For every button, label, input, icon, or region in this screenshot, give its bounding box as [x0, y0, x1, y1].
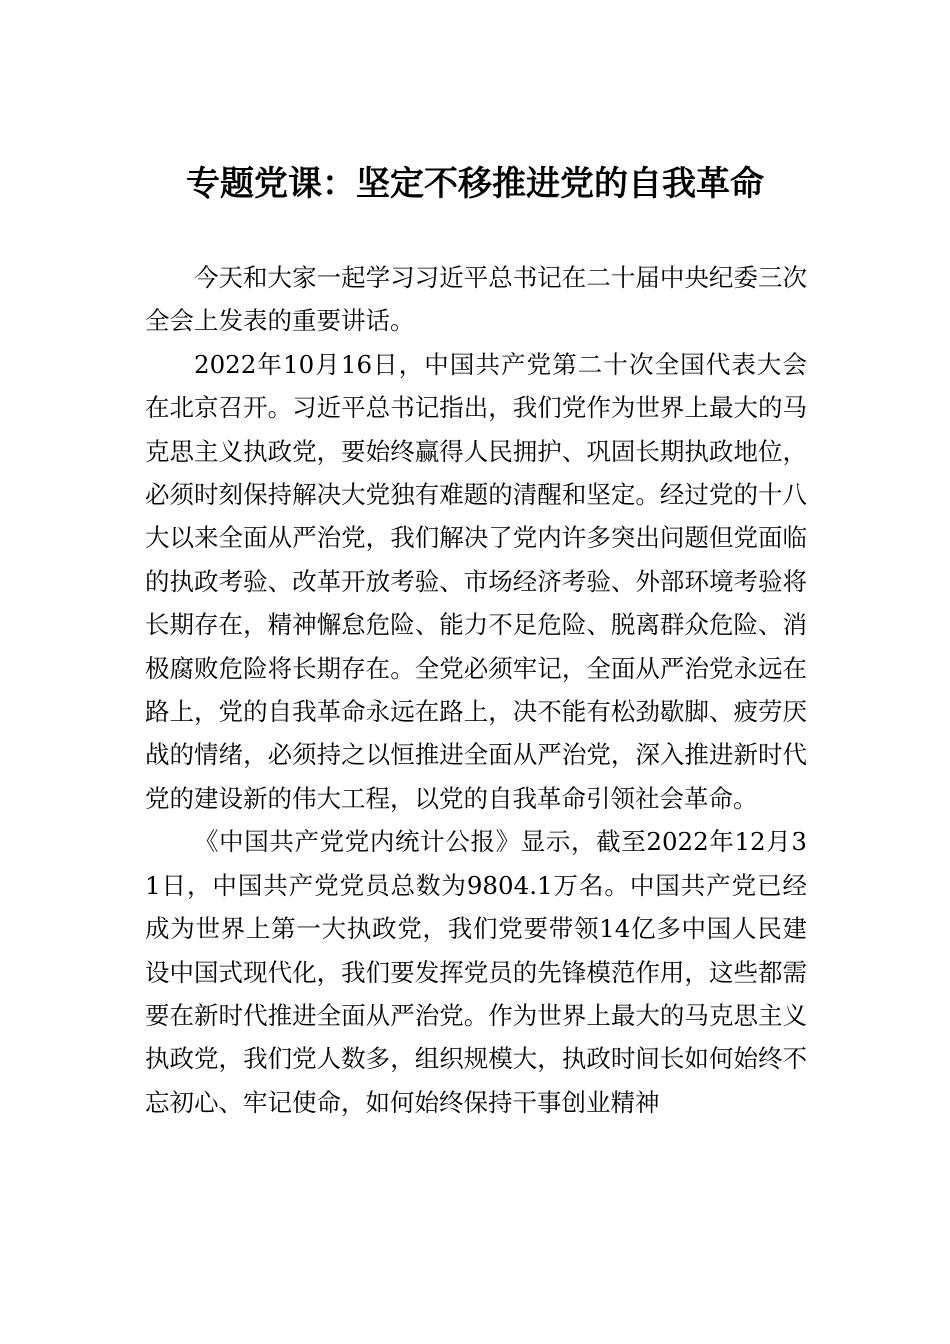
paragraph-statistics: 《中国共产党党内统计公报》显示，截至2022年12月31日，中国共产党党员总数为9804.1万名。中国共产党已经成为世界上第一大执政党，我们党要带领14亿多中国人民建设中国式现代化，我们要发挥党员的先锋模范作用，这些都需要在新时代推进全面从严治党。作为世界上最大的马克思主义执政党，我们党人数多，组织规模大，执政时间长如何始终不忘初心、牢记使命，如何始终保持干事创业精神 — [145, 827, 807, 1117]
paragraph-congress: 2022年10月16日，中国共产党第二十次全国代表大会在北京召开。习近平总书记指出，我们党作为世界上最大的马克思主义执政党，要始终赢得人民拥护、巩固长期执政地位，必须时刻保持解决大党独有难题的清醒和坚定。经过党的十八大以来全面从严治党，我们解决了党内许多突出问题但党面临的执政考验、改革开放考验、市场经济考验、外部环境考验将长期存在，精神懈怠危险、能力不足危险、脱离群众危险、消极腐败危险将长期存在。全党必须牢记，全面从严治党永远在路上，党的自我革命永远在路上，决不能有松劲歇脚、疲劳厌战的情绪，必须持之以恒推进全面从严治党，深入推进新时代党的建设新的伟大工程，以党的自我革命引领社会革命。 — [145, 349, 807, 813]
document-body — [145, 256, 807, 1124]
paragraph-intro: 今天和大家一起学习习近平总书记在二十届中央纪委三次全会上发表的重要讲话。 — [145, 263, 807, 336]
document-title: 专题党课：坚定不移推进党的自我革命 — [186, 164, 764, 204]
